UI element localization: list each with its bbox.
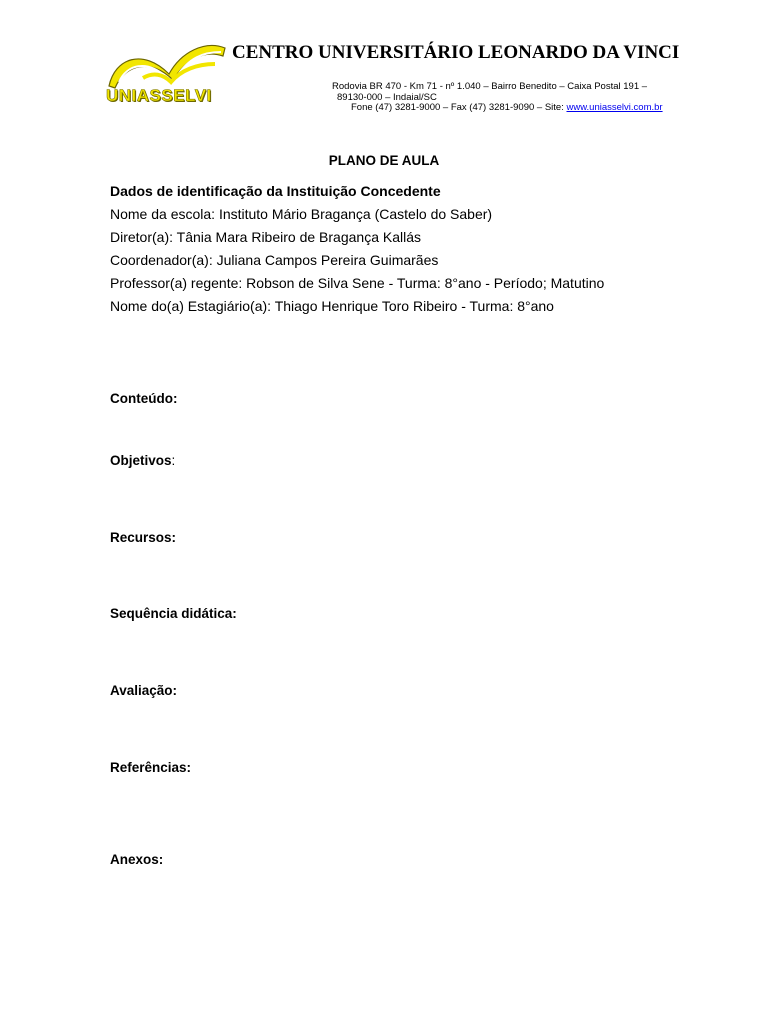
anexos-label: Anexos: xyxy=(110,852,164,867)
site-link[interactable]: www.uniasselvi.com.br xyxy=(566,102,663,113)
intern-line: Nome do(a) Estagiário(a): Thiago Henrique Toro Ribeiro - Turma: 8°ano xyxy=(110,298,554,314)
director-line: Diretor(a): Tânia Mara Ribeiro de Bragança Kallás xyxy=(110,229,421,245)
uniasselvi-logo xyxy=(103,38,229,110)
address-line-3 xyxy=(351,102,663,113)
coordinator-line: Coordenador(a): Juliana Campos Pereira Guimarães xyxy=(110,252,439,268)
identification-heading: Dados de identificação da Instituição Concedente xyxy=(110,183,441,199)
referencias-label: Referências: xyxy=(110,760,192,775)
teacher-line: Professor(a) regente: Robson de Silva Sene - Turma: 8°ano - Período; Matutino xyxy=(110,275,605,291)
conteudo-label: Conteúdo: xyxy=(110,391,178,406)
recursos-label: Recursos: xyxy=(110,530,177,545)
objetivos-label: Objetivos: xyxy=(110,453,176,468)
document-title: PLANO DE AULA xyxy=(328,153,440,168)
logo-text: UNIASSELVI xyxy=(106,86,212,105)
avaliacao-label: Avaliação: xyxy=(110,683,178,698)
open-book-icon xyxy=(103,38,229,90)
address-line-2: 89130-000 – Indaial/SC xyxy=(337,92,437,103)
address-line-1: Rodovia BR 470 - Km 71 - nº 1.040 – Bairro Benedito – Caixa Postal 191 – xyxy=(332,81,648,92)
school-name-line: Nome da escola: Instituto Mário Bragança (Castelo do Saber) xyxy=(110,206,493,222)
contact-text: Fone (47) 3281-9000 – Fax (47) 3281-9090 – Site: xyxy=(351,102,567,113)
institution-name: CENTRO UNIVERSITÁRIO LEONARDO DA VINCI xyxy=(232,42,680,63)
sequencia-label: Sequência didática: xyxy=(110,606,237,621)
